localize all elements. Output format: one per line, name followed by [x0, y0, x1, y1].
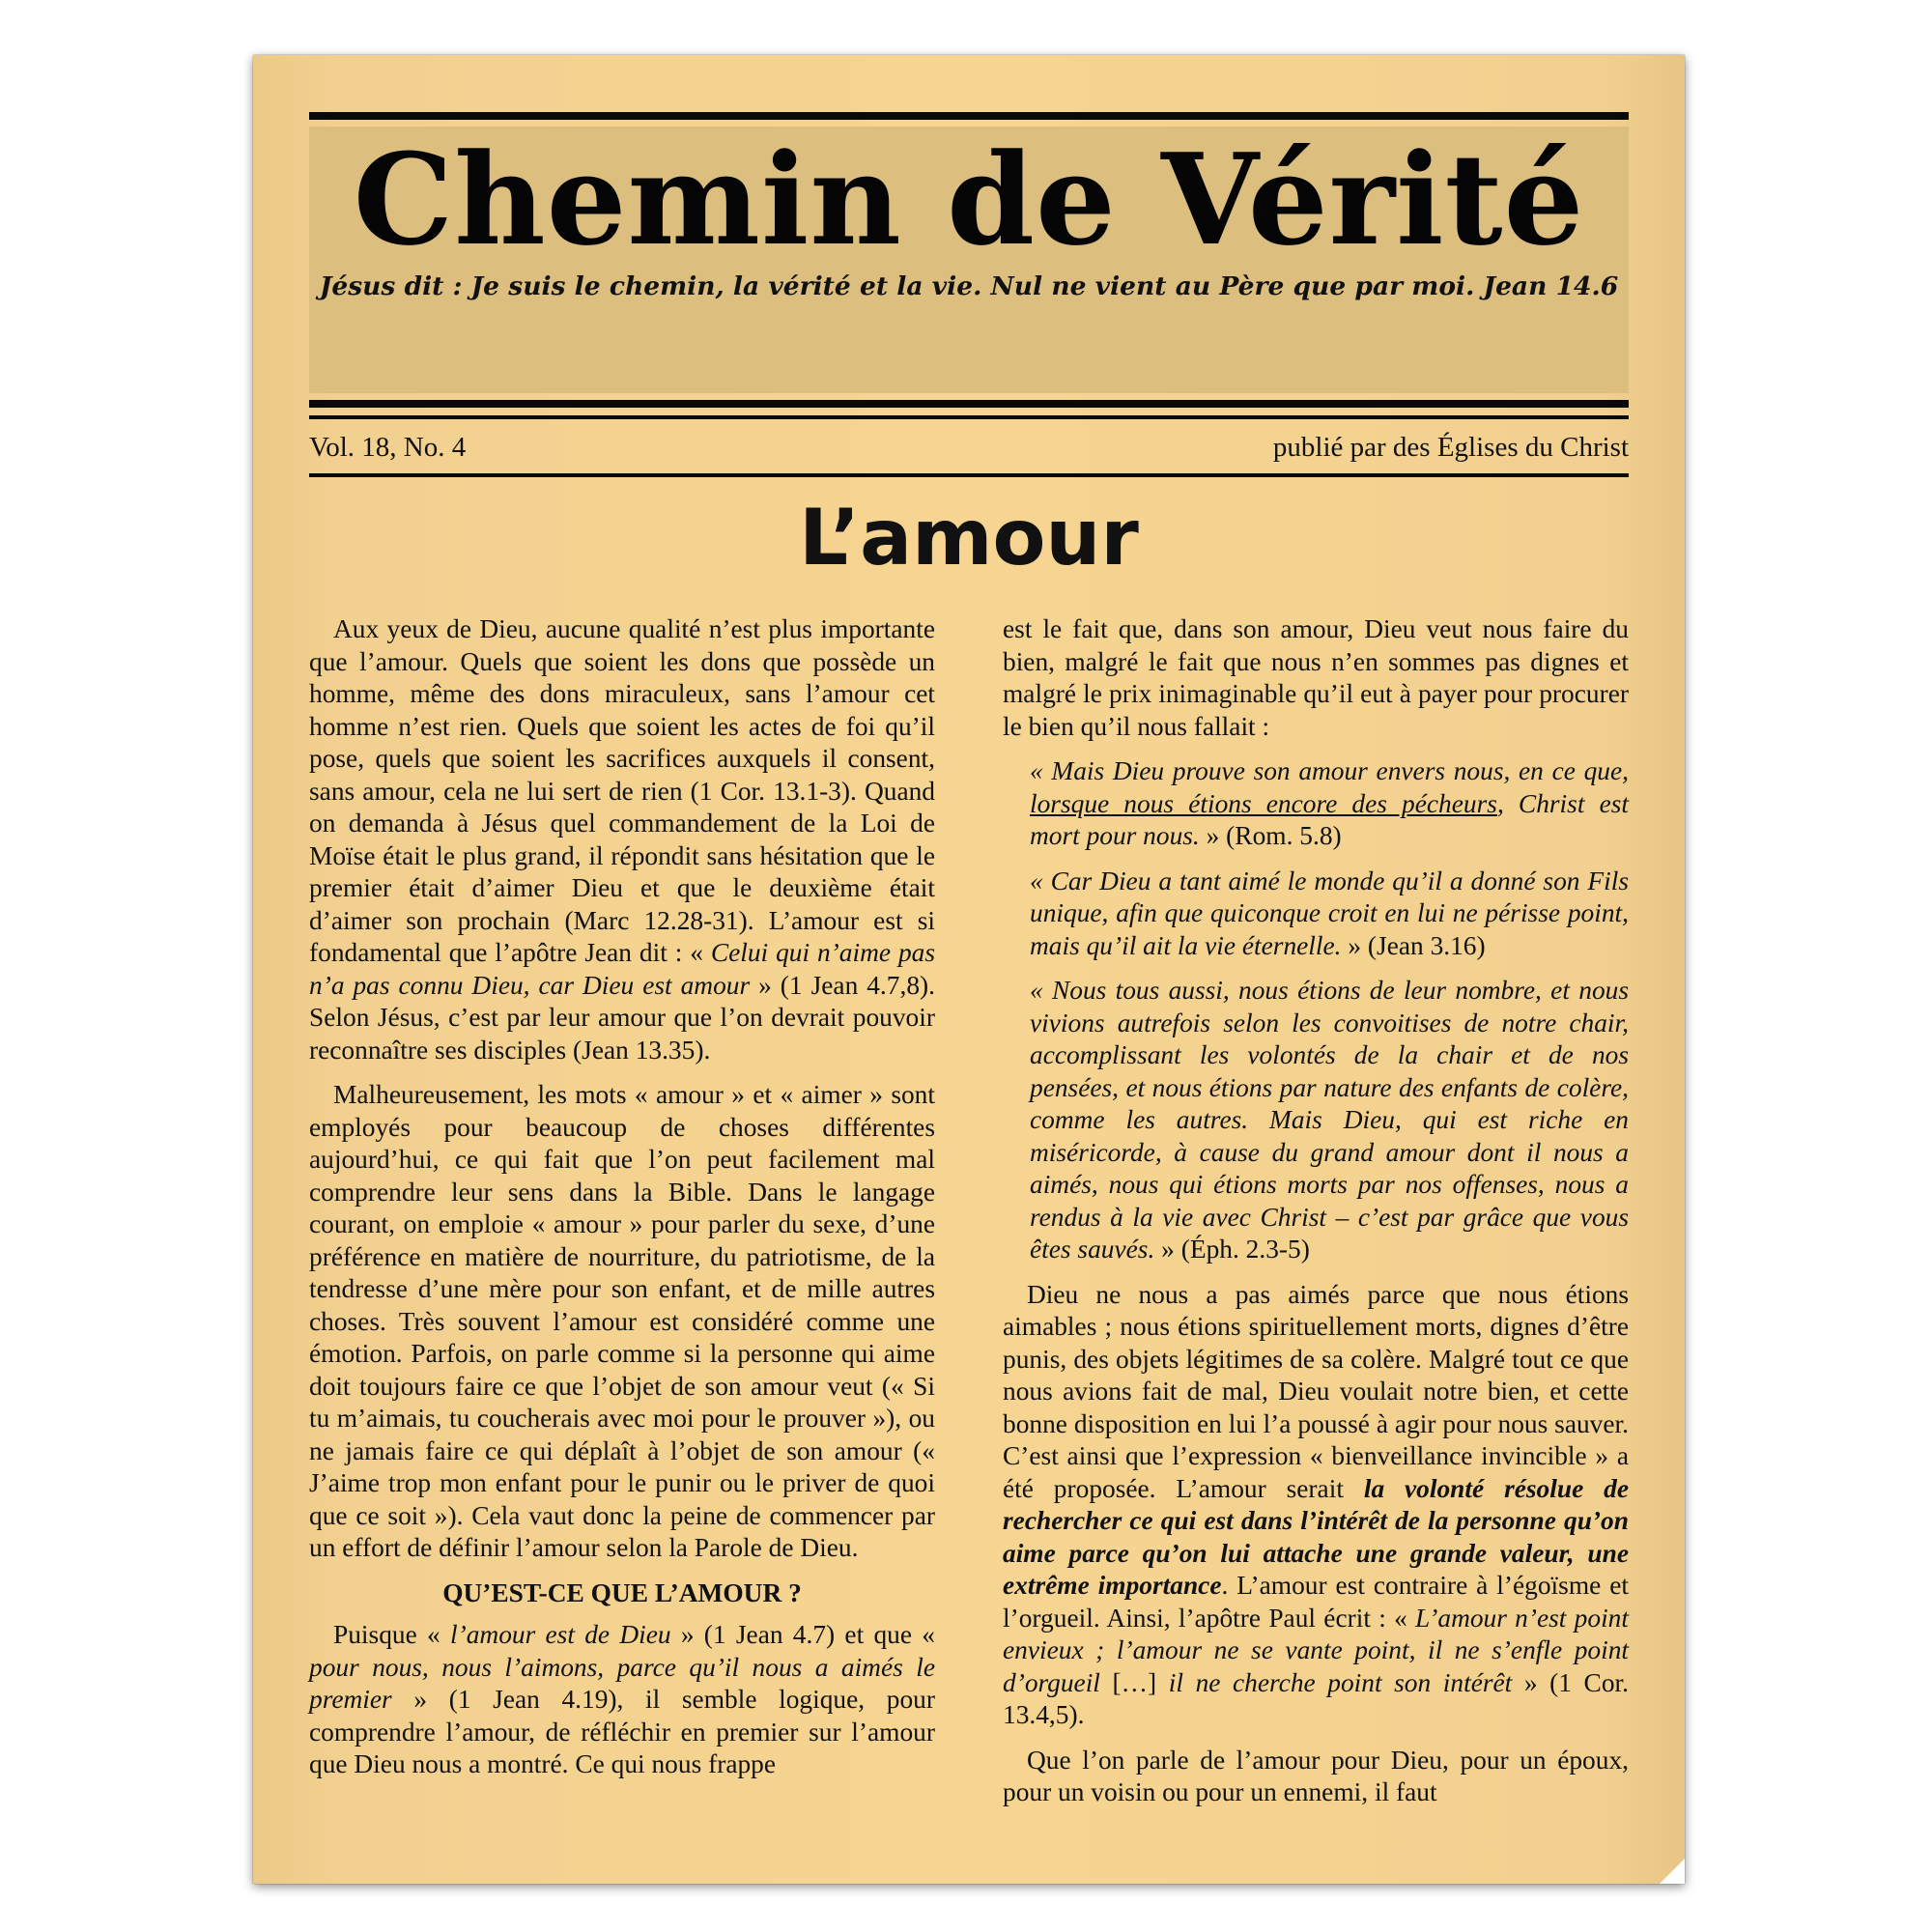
- article-headline: L’amour: [799, 493, 1139, 582]
- info-rule: [309, 473, 1629, 477]
- scripture-quote: « Mais Dieu prouve son amour envers nous, en ce que, lorsque nous étions encore des pécheurs, Christ est mort pour nous. » (Rom. 5.8): [1030, 756, 1629, 850]
- article-column-right: [1003, 613, 1629, 1822]
- paragraph: Aux yeux de Dieu, aucune qualité n’est plus importante que l’amour. Quels que soient les dons que possède un homme, même des dons miraculeux, sans l’amour cet homme n’est rien. Quels que soient les actes de foi qu’il pose, quels que soient les sacrifices auxquels il consent, sans amour, cela ne lui sert de rien (1 Cor. 13.1-3). Quand on demanda à Jésus quel commandement de la Loi de Moïse était le plus grand, il répondit sans hésitation que le premier était d’aimer Dieu et que le deuxième était d’aimer son prochain (Marc 12.28-31). L’amour est si fondamental que l’apôtre Jean dit : « Celui qui n’aime pas n’a pas connu Dieu, car Dieu est amour » (1 Jean 4.7,8). Selon Jésus, c’est par leur amour que l’on devrait pouvoir reconnaître ses disciples (Jean 13.35).: [309, 614, 935, 1065]
- masthead-rule-thin: [309, 415, 1629, 419]
- volume-number: Vol. 18, No. 4: [309, 432, 467, 463]
- paragraph: Que l’on parle de l’amour pour Dieu, pour un époux, pour un voisin ou pour un ennemi, il faut: [1003, 1745, 1629, 1806]
- scripture-quote: « Nous tous aussi, nous étions de leur nombre, et nous vivions autrefois selon les convoitises de notre chair, accomplissant les volontés de la chair et de nos pensées, et nous étions par nature des enfants de colère, comme les autres. Mais Dieu, qui est riche en miséricorde, à cause du grand amour dont il nous a aimés, nous qui étions morts par nos offenses, nous a rendus à la vie avec Christ – c’est par grâce que vous êtes sauvés. » (Éph. 2.3-5): [1030, 976, 1629, 1264]
- scripture-quote: « Car Dieu a tant aimé le monde qu’il a donné son Fils unique, afin que quiconque croit en lui ne périsse point, mais qu’il ait la vie éternelle. » (Jean 3.16): [1030, 866, 1629, 960]
- masthead-title: Chemin de Vérité: [353, 126, 1585, 273]
- newsletter-page: [253, 55, 1685, 1884]
- masthead-rule-bottom: [309, 400, 1629, 408]
- paragraph: est le fait que, dans son amour, Dieu veut nous faire du bien, malgré le fait que nous n’en sommes pas dignes et malgré le prix inimaginable qu’il eut à payer pour procurer le bien qu’il nous fallait :: [1003, 614, 1629, 741]
- paragraph: Puisque « l’amour est de Dieu » (1 Jean 4.7) et que « pour nous, nous l’aimons, parce qu’il nous a aimés le premier » (1 Jean 4.19), il semble logique, pour comprendre l’amour, de réfléchir en premier sur l’amour que Dieu nous a montré. Ce qui nous frappe: [309, 1620, 935, 1778]
- article-column-left: [309, 613, 935, 1794]
- publisher-line: publié par des Églises du Christ: [1272, 432, 1629, 463]
- section-subheading: QU’EST-CE QUE L’AMOUR ?: [442, 1577, 802, 1607]
- masthead-motto: Jésus dit : Je suis le chemin, la vérité et la vie. Nul ne vient au Père que par moi. Jean 14.6: [319, 271, 1619, 301]
- masthead-rule-top: [309, 112, 1629, 120]
- paragraph: Dieu ne nous a pas aimés parce que nous étions aimables ; nous étions spirituellement morts, dignes d’être punis, des objets légitimes de sa colère. Malgré tout ce que nous avions fait de mal, Dieu voulait notre bien, et cette bonne disposition en lui l’a poussé à agir pour nous sauver. C’est ainsi que l’expression « bienveillance invincible » a été proposée. L’amour serait la volonté résolue de rechercher ce qui est dans l’intérêt de la personne qu’on aime parce qu’on lui attache une grande valeur, une extrême importance. L’amour est contraire à l’égoïsme et l’orgueil. Ainsi, l’apôtre Paul écrit : « L’amour n’est point envieux ; l’amour ne se vante point, il ne s’enfle point d’orgueil […] il ne cherche point son intérêt » (1 Cor. 13.4,5).: [1003, 1279, 1629, 1729]
- paragraph: Malheureusement, les mots « amour » et « aimer » sont employés pour beaucoup de choses différentes aujourd’hui, ce qui fait que l’on peut facilement mal comprendre leur sens dans la Bible. Dans le langage courant, on emploie « amour » pour parler du sexe, d’une préférence en matière de nourriture, du patriotisme, de la tendresse d’une mère pour son enfant, et de mille autres choses. Très souvent l’amour est considéré comme une émotion. Parfois, on parle comme si la personne qui aime doit toujours faire ce que l’objet de son amour veut (« Si tu m’aimais, tu coucherais avec moi pour le prouver »), ou ne jamais faire ce qui déplaît à l’objet de son amour (« J’aime trop mon enfant pour le punir ou le priver de quoi que ce soit »). Cela vaut donc la peine de commencer par un effort de définir l’amour selon la Parole de Dieu.: [309, 1080, 935, 1562]
- page-corner-curl: [1660, 1859, 1685, 1884]
